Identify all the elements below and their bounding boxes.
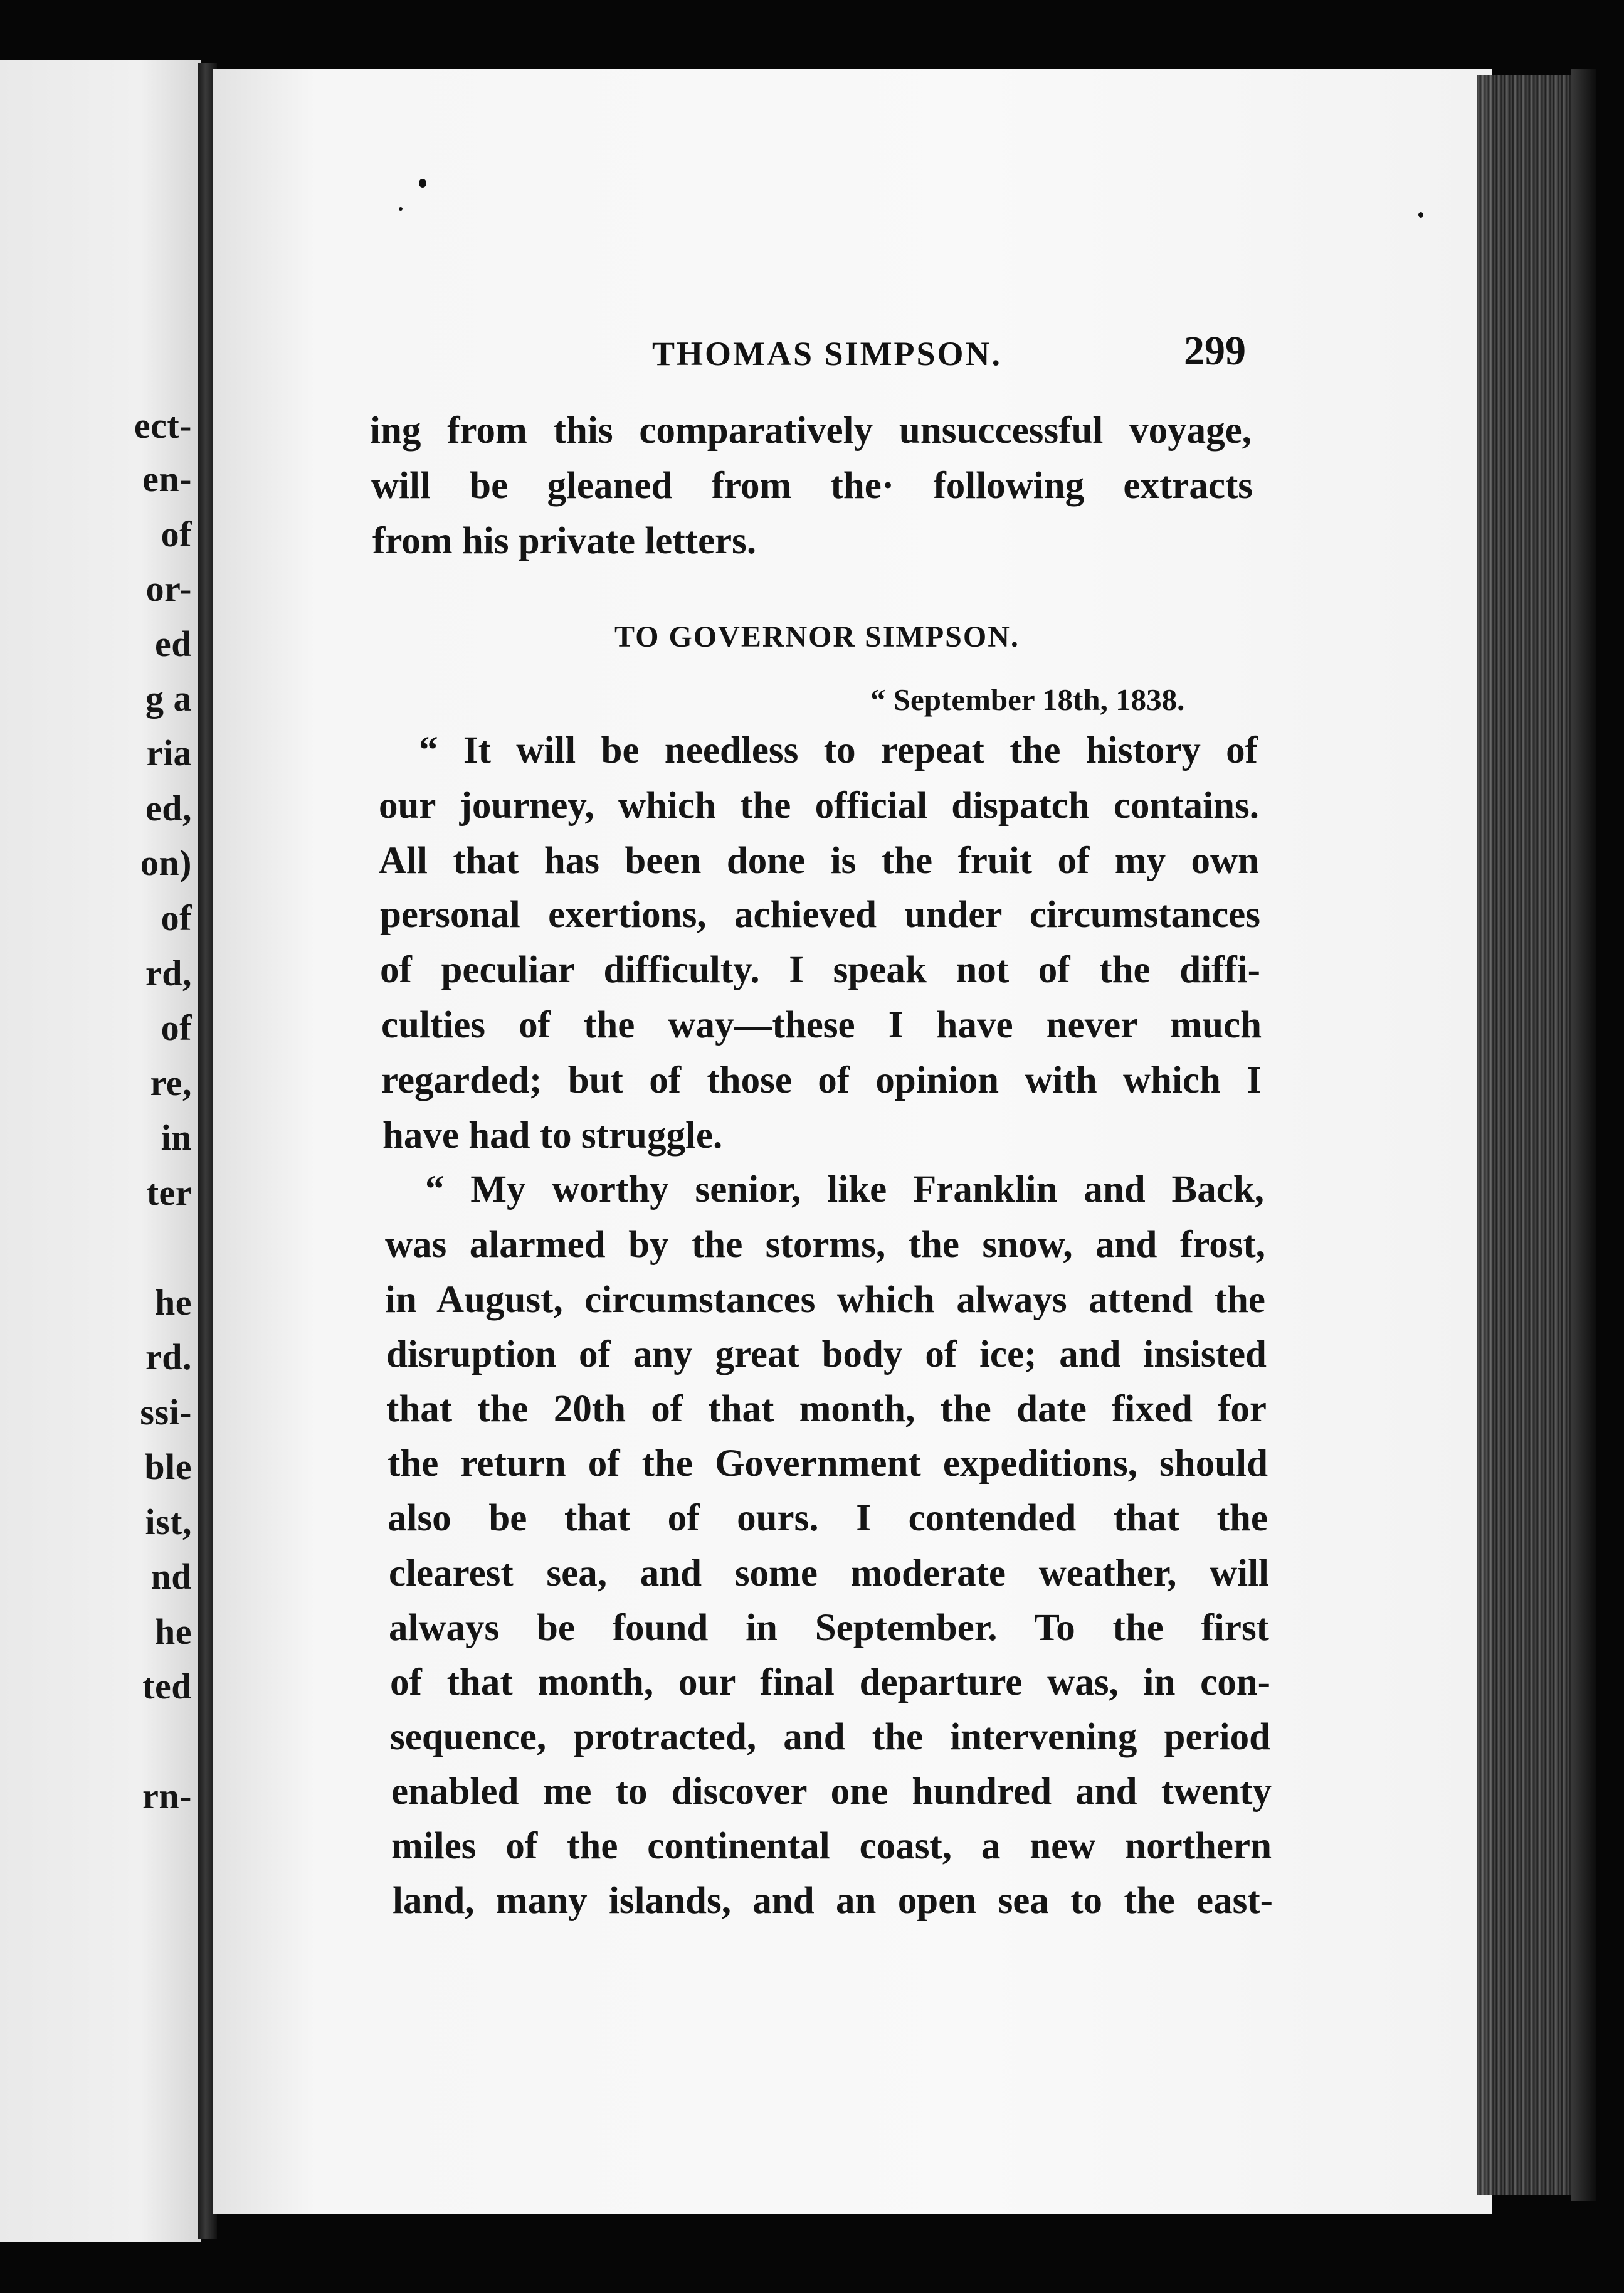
left-page-fragment: re, — [150, 1062, 192, 1103]
body-line: clearest sea, and some moderate weather, will — [389, 1552, 1269, 1594]
body-line: culties of the way—these I have never much — [381, 1004, 1262, 1046]
left-page-fragment: ted — [142, 1666, 192, 1707]
left-page-fragment: of — [161, 514, 192, 554]
letter-date: “ September 18th, 1838. — [870, 682, 1185, 717]
letter-heading: TO GOVERNOR SIMPSON. — [614, 620, 1020, 654]
page-number: 299 — [1184, 328, 1246, 374]
body-line: of peculiar difficulty. I speak not of the diffi- — [380, 949, 1260, 991]
left-page-fragment: ter — [146, 1172, 192, 1213]
left-page-fragment: ble — [144, 1446, 192, 1487]
body-line: have had to struggle. — [382, 1115, 723, 1157]
left-page-fragment: ssi- — [140, 1392, 192, 1432]
body-line: “ My worthy senior, like Franklin and Back, — [425, 1168, 1264, 1210]
body-line: of that month, our final departure was, in con- — [390, 1661, 1270, 1703]
left-page-fragment: ect- — [134, 405, 192, 446]
left-page-fragment: rn- — [142, 1776, 192, 1816]
left-page-fragment: rd. — [145, 1337, 192, 1377]
body-line: our journey, which the official dispatch contains. — [379, 785, 1259, 827]
body-line: from his private letters. — [372, 520, 757, 562]
body-line: enabled me to discover one hundred and twenty — [391, 1771, 1272, 1813]
body-line: land, many islands, and an open sea to the east- — [393, 1880, 1273, 1922]
body-line: ing from this comparatively unsuccessful voyage, — [370, 410, 1252, 452]
body-line: the return of the Government expeditions, should — [388, 1443, 1268, 1485]
left-page-fragment: nd — [150, 1556, 192, 1597]
left-page-fragment: ed — [155, 623, 192, 664]
left-page-fragment: rd, — [145, 953, 192, 993]
body-line: regarded; but of those of opinion with which I — [381, 1059, 1262, 1101]
left-page-fragment: ist, — [145, 1501, 192, 1542]
body-line: also be that of ours. I contended that the — [388, 1497, 1268, 1539]
left-page-fragment: on) — [140, 842, 192, 883]
body-line: miles of the continental coast, a new northern — [391, 1825, 1272, 1867]
left-page-fragment: ria — [146, 733, 192, 773]
body-line: was alarmed by the storms, the snow, and frost, — [385, 1224, 1265, 1266]
body-line: personal exertions, achieved under circumstances — [380, 894, 1260, 936]
body-line: “ It will be needless to repeat the history of — [419, 729, 1258, 771]
left-page-fragment: he — [155, 1282, 192, 1323]
left-page-fragment: of — [161, 898, 192, 938]
body-line: that the 20th of that month, the date fixed for — [386, 1388, 1267, 1430]
left-page-fragment: he — [155, 1611, 192, 1652]
body-line: will be gleaned from the· following extracts — [371, 465, 1253, 507]
body-line: in August, circumstances which always attend the — [385, 1279, 1265, 1321]
body-line: sequence, protracted, and the intervening period — [390, 1716, 1270, 1758]
body-line: disruption of any great body of ice; and insisted — [386, 1333, 1267, 1375]
running-head: THOMAS SIMPSON. — [652, 335, 1003, 373]
left-page-fragment: ed, — [145, 788, 192, 829]
left-page-fragment: in — [161, 1117, 192, 1158]
left-page-fragment: or- — [145, 568, 192, 609]
left-page-fragment: of — [161, 1007, 192, 1048]
left-page-fragment: en- — [142, 458, 192, 499]
body-line: always be found in September. To the first — [389, 1607, 1269, 1649]
left-page-fragment: g a — [145, 678, 192, 719]
body-line: All that has been done is the fruit of my own — [379, 840, 1259, 882]
